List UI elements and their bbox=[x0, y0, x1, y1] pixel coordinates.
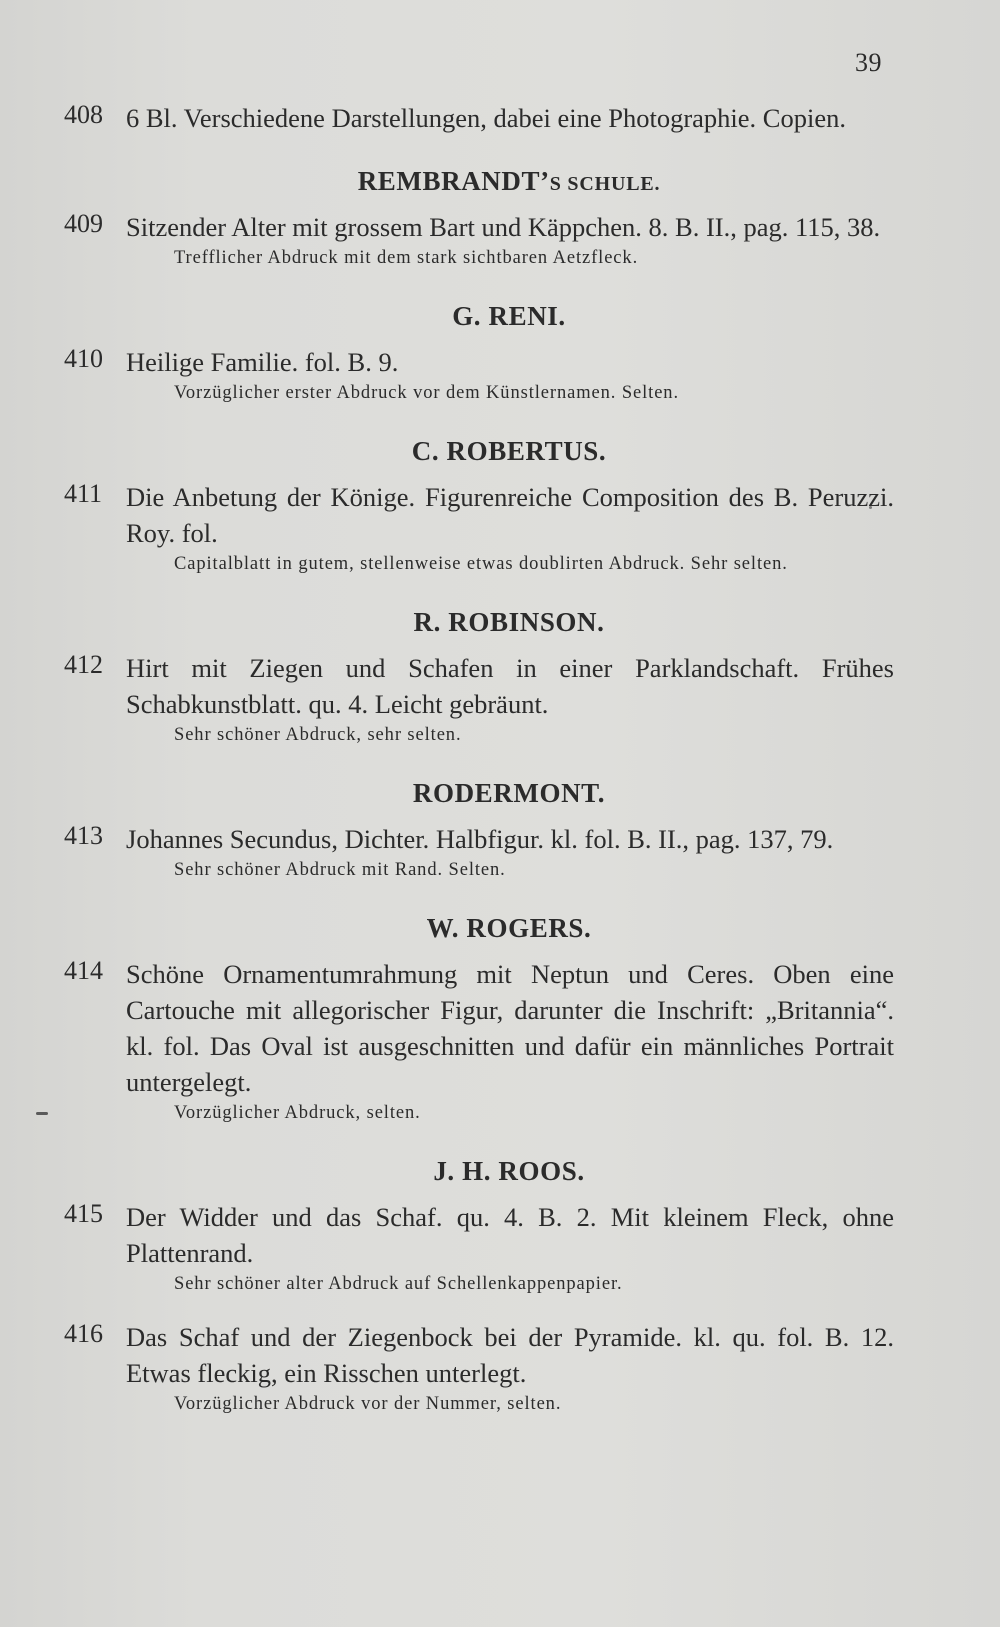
catalog-entry-408 bbox=[64, 100, 894, 136]
section-heading-r-robinson: R. ROBINSON. bbox=[413, 607, 605, 637]
catalog-entry-415 bbox=[64, 1199, 894, 1297]
entry-description: Heilige Familie. fol. B. 9. bbox=[126, 347, 399, 377]
entry-number: 414 bbox=[64, 956, 103, 985]
section-heading-j-h-roos: J. H. ROOS. bbox=[433, 1156, 585, 1186]
entry-description: Johannes Secundus, Dichter. Halbfigur. kl. fol. B. II., pag. 137, 79. bbox=[126, 824, 834, 854]
entry-number: 412 bbox=[64, 650, 103, 679]
entry-note: Capitalblatt in gutem, stellenweise etwas doublirten Abdruck. Sehr selten. bbox=[174, 554, 788, 574]
entry-description: 6 Bl. Verschiedene Darstellungen, dabei eine Photographie. Copien. bbox=[126, 103, 846, 133]
entry-description: Schöne Ornamentumrahmung mit Neptun und Ceres. Oben eine Cartouche mit allegorischer Figur, darunter die Inschrift: „Britannia“. kl. fol. Das Oval ist ausgeschnitten und dafür ein männliches Portrait untergelegt. bbox=[126, 959, 894, 1097]
entry-number: 408 bbox=[64, 100, 103, 129]
section-heading-w-rogers: W. ROGERS. bbox=[426, 913, 592, 943]
entry-number: 416 bbox=[64, 1319, 103, 1348]
entry-note: Vorzüglicher erster Abdruck vor dem Künstlernamen. Selten. bbox=[174, 383, 679, 403]
entry-note: Sehr schöner Abdruck, sehr selten. bbox=[174, 725, 462, 745]
entry-note: Sehr schöner Abdruck mit Rand. Selten. bbox=[174, 860, 506, 880]
page-number: 39 bbox=[855, 48, 882, 77]
entry-description: Sitzender Alter mit grossem Bart und Käppchen. 8. B. II., pag. 115, 38. bbox=[126, 212, 881, 242]
entry-number: 413 bbox=[64, 821, 103, 850]
catalog-entry-416 bbox=[64, 1319, 894, 1417]
entry-description: Die Anbetung der Könige. Figurenreiche Composition des B. Peruzzi. Roy. fol. bbox=[126, 482, 894, 548]
catalog-entry-412 bbox=[64, 650, 894, 748]
margin-mark bbox=[36, 1112, 48, 1115]
page-content bbox=[64, 100, 894, 1417]
catalog-entry-411 bbox=[64, 479, 894, 577]
section-heading-g-reni: G. RENI. bbox=[452, 301, 566, 331]
entry-note: Sehr schöner alter Abdruck auf Schellenkappenpapier. bbox=[174, 1274, 623, 1294]
catalog-entry-410 bbox=[64, 344, 894, 406]
entry-number: 409 bbox=[64, 209, 103, 238]
entry-number: 415 bbox=[64, 1199, 103, 1228]
catalog-entry-414 bbox=[64, 956, 894, 1126]
entry-description: Hirt mit Ziegen und Schafen in einer Parklandschaft. Frühes Schabkunstblatt. qu. 4. Leicht gebräunt. bbox=[126, 653, 894, 719]
entry-description: Der Widder und das Schaf. qu. 4. B. 2. Mit kleinem Fleck, ohne Plattenrand. bbox=[126, 1202, 894, 1268]
heading-small-caps-text: S SCHULE. bbox=[549, 173, 661, 195]
entry-note: Vorzüglicher Abdruck, selten. bbox=[174, 1103, 421, 1123]
catalog-entry-409 bbox=[64, 209, 894, 271]
entry-description: Das Schaf und der Ziegenbock bei der Pyramide. kl. qu. fol. B. 12. Etwas fleckig, ein Risschen unterlegt. bbox=[126, 1322, 894, 1388]
heading-main-text: REMBRANDT’ bbox=[357, 166, 550, 196]
entry-note: Vorzüglicher Abdruck vor der Nummer, selten. bbox=[174, 1394, 562, 1414]
entry-number: 411 bbox=[64, 479, 103, 508]
catalog-entry-413 bbox=[64, 821, 894, 883]
section-heading-c-robertus: C. ROBERTUS. bbox=[411, 436, 607, 466]
section-heading-rodermont: RODERMONT. bbox=[412, 778, 606, 808]
section-heading-rembrandts-schule bbox=[64, 166, 894, 197]
entry-note: Trefflicher Abdruck mit dem stark sichtbaren Aetzfleck. bbox=[174, 248, 639, 268]
entry-number: 410 bbox=[64, 344, 103, 373]
